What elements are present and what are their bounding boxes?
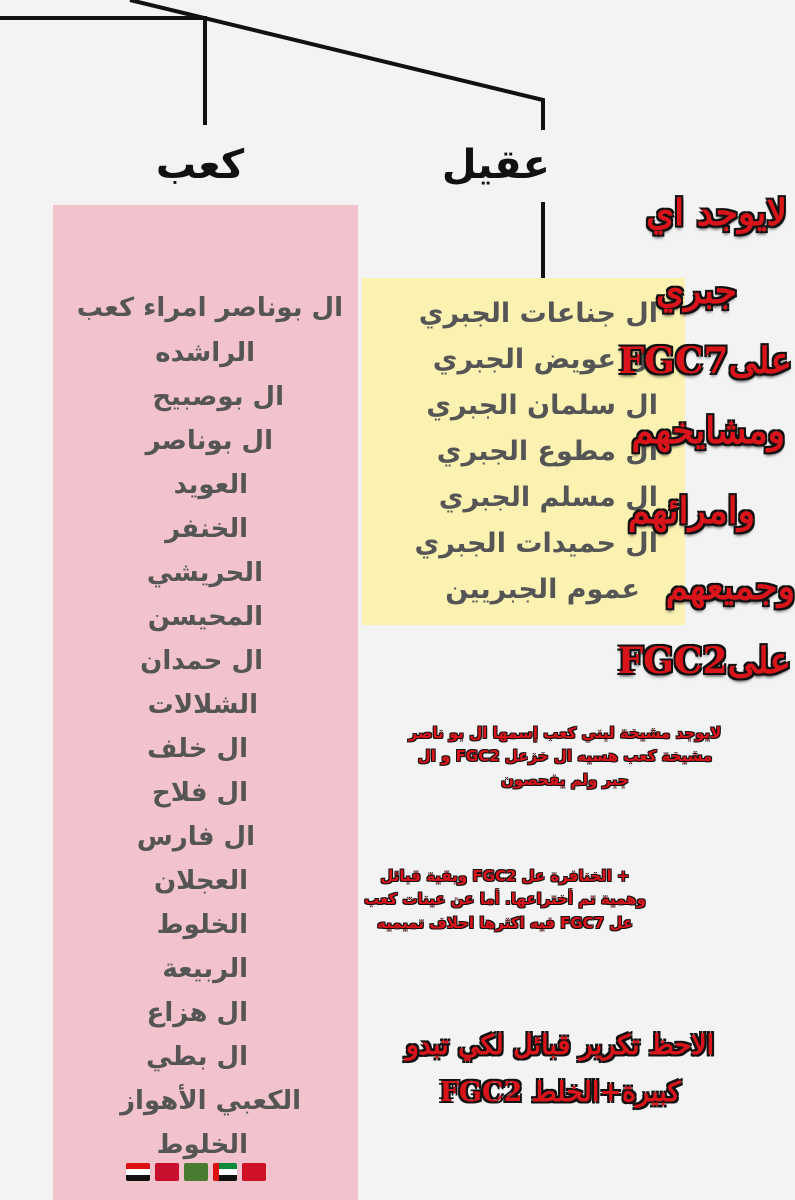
claim-line: ومشايخهم [631, 410, 785, 452]
list-item: ال حميدات الجبري [414, 528, 658, 559]
flag-icon [155, 1163, 179, 1181]
kaab-header: كعب [155, 142, 245, 188]
list-item: ال بوناصر امراء كعب [76, 293, 343, 323]
note-paragraph [370, 722, 760, 792]
note-line: الاحظ تكرير قبائل لكي تبدو [405, 1030, 715, 1061]
flag-icon [242, 1163, 266, 1181]
note-line: عل FGC7 فيه اكثرها احلاف تميميه [376, 913, 633, 932]
note-line: جبر ولم يفحصون [501, 770, 629, 789]
list-item: ال حمدان [140, 646, 263, 676]
list-item: ال مسلم الجبري [438, 482, 658, 513]
claim-line: علىFGC7 [618, 340, 792, 382]
kaab-list [43, 293, 343, 1163]
list-item: ال عويض الجبري [432, 344, 658, 375]
list-item: الخلوط [156, 910, 248, 940]
list-item: المحيسن [147, 602, 263, 632]
note-line: وهمية تم أختراعها. أما عن عينات كعب [364, 890, 646, 909]
list-item: عموم الجبريين [445, 574, 640, 605]
country-flags [126, 1163, 266, 1183]
list-item: الربيعة [162, 954, 248, 984]
claim-line: علىFGC2 [617, 640, 791, 682]
list-item: ال فارس [136, 822, 255, 852]
list-item: العجلان [153, 866, 248, 896]
flag-icon [184, 1163, 208, 1181]
list-item: العويد [173, 470, 248, 500]
list-item: ال فلاح [151, 778, 248, 808]
note-line: كبيرة+الخلط FGC2 [439, 1077, 681, 1109]
note-line: + الخنافرة عل FGC2 وبقية قبائل [380, 867, 630, 885]
note-line: لايوجد مشيخة لبني كعب إسمها ال بو ناصر [408, 724, 722, 742]
note-line: مشيخة كعب هسيه ال خزعل FGC2 و ال [417, 747, 713, 766]
list-item: ال سلمان الجبري [426, 390, 658, 421]
list-item: الكعبي الأهواز [120, 1086, 301, 1116]
list-item: ال بطي [146, 1042, 248, 1072]
list-item: ال مطوع الجبري [436, 436, 658, 467]
note-paragraph [355, 865, 655, 935]
claim-line: لايوجد اي [645, 192, 787, 234]
flag-icon [213, 1163, 237, 1181]
claim-line: وجميعهم [665, 566, 795, 608]
list-item: ال هزاع [146, 998, 248, 1028]
list-item: الخلوط [156, 1130, 248, 1160]
list-item: ال بوصبيح [152, 382, 284, 412]
list-item: ال جناعات الجبري [418, 298, 658, 329]
claim-line: جبري [655, 270, 737, 312]
flag-icon [126, 1163, 150, 1181]
note-paragraph [390, 1022, 730, 1117]
list-item: الراشده [155, 338, 255, 368]
aqeel-header: عقيل [441, 142, 550, 188]
list-item: الحريشي [146, 558, 263, 588]
aqeel-list [368, 298, 658, 618]
list-item: ال خلف [147, 734, 248, 764]
claim-line: وامرائهم [627, 490, 755, 532]
list-item: الشلالات [147, 690, 258, 720]
list-item: الخنفر [165, 514, 248, 544]
list-item: ال بوناصر [145, 426, 273, 456]
